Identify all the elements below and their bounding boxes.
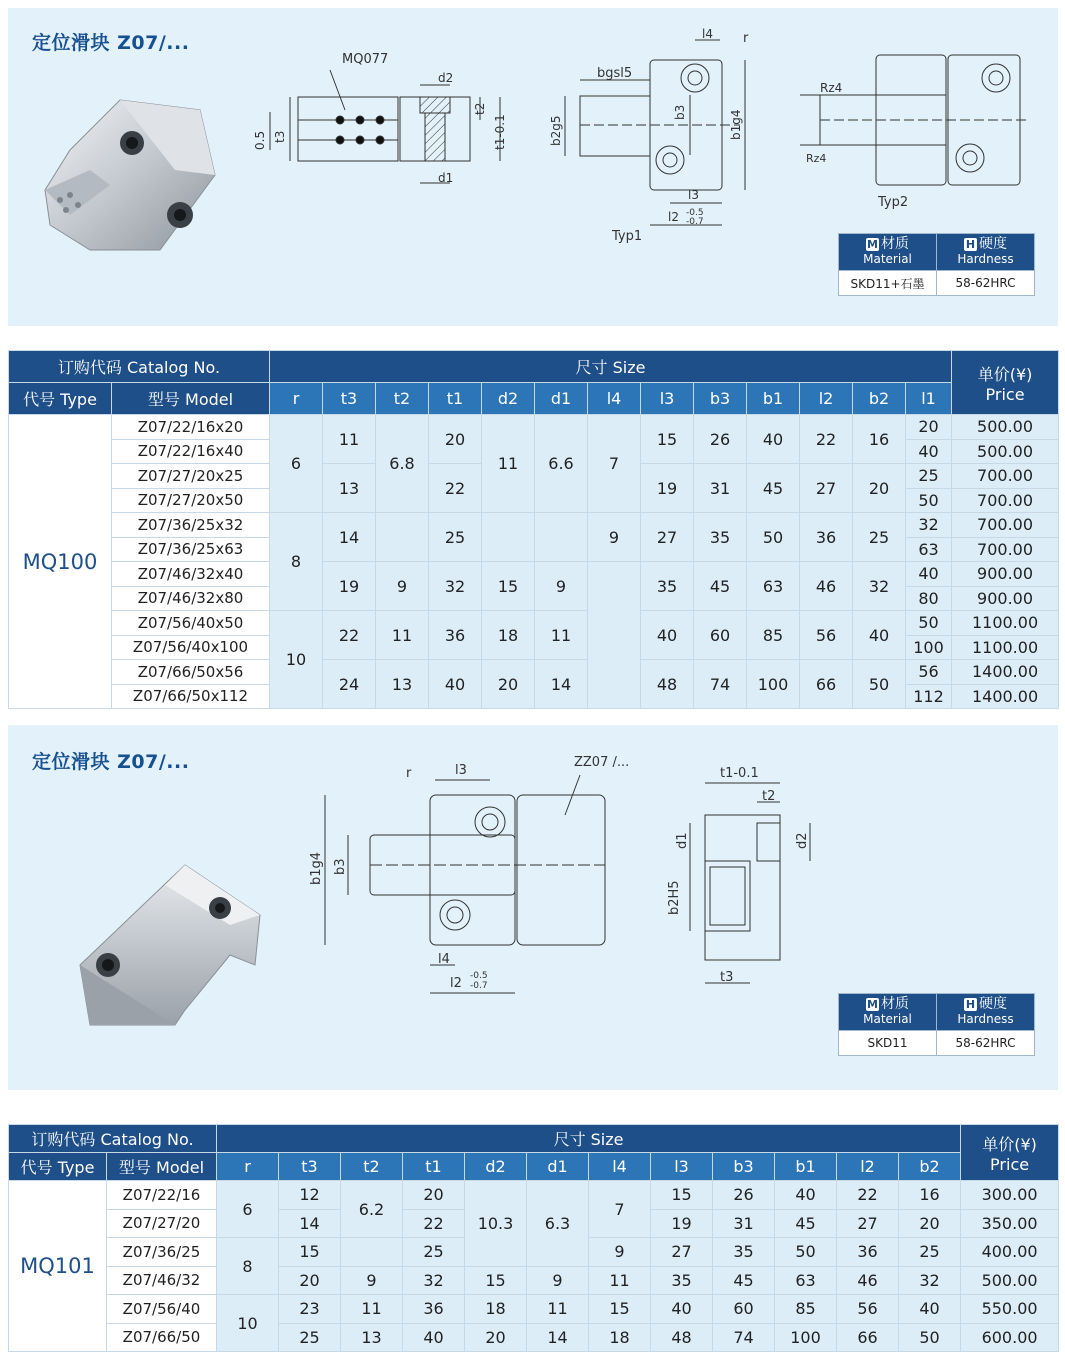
cell-b1: 45 bbox=[775, 1209, 837, 1238]
drawing-typ2 bbox=[800, 55, 1030, 185]
cell-price: 500.00 bbox=[952, 439, 1059, 464]
cell-b1: 63 bbox=[747, 562, 800, 611]
hardness-header: H 硬度 Hardness bbox=[937, 994, 1035, 1031]
model-cell: Z07/46/32 bbox=[107, 1266, 217, 1295]
cell-price: 300.00 bbox=[961, 1181, 1059, 1210]
cell-price: 350.00 bbox=[961, 1209, 1059, 1238]
cell-b3: 26 bbox=[713, 1181, 775, 1210]
label-b3: b3 bbox=[673, 104, 687, 120]
cell-t1: 20 bbox=[403, 1181, 465, 1210]
cell-b2: 25 bbox=[853, 513, 906, 562]
type-header: 代号 Type bbox=[9, 1153, 107, 1181]
label-tol-up: -0.5 bbox=[686, 208, 704, 218]
cell-t3: 19 bbox=[323, 562, 376, 611]
cell-t3: 25 bbox=[279, 1323, 341, 1352]
model-cell: Z07/46/32x40 bbox=[112, 562, 270, 587]
cell-price: 700.00 bbox=[952, 464, 1059, 489]
cell-b1: 100 bbox=[747, 660, 800, 709]
label-rz4-a: Rz4 bbox=[820, 81, 843, 95]
cell-b2: 40 bbox=[899, 1295, 961, 1324]
cell-b1: 50 bbox=[747, 513, 800, 562]
cell-t2: 9 bbox=[376, 562, 429, 611]
spec-table-mq100 bbox=[8, 350, 1059, 709]
cell-b2: 50 bbox=[853, 660, 906, 709]
cell-l1: 25 bbox=[906, 464, 952, 489]
cell-price: 400.00 bbox=[961, 1238, 1059, 1267]
cell-l2: 66 bbox=[800, 660, 853, 709]
cell-d2: 18 bbox=[482, 611, 535, 660]
cell-r: 10 bbox=[270, 611, 323, 709]
size-header: 尺寸 Size bbox=[270, 351, 952, 383]
cell-d2 bbox=[482, 513, 535, 562]
cell-t2: 9 bbox=[341, 1266, 403, 1295]
model-cell: Z07/27/20x25 bbox=[112, 464, 270, 489]
cell-l2: 66 bbox=[837, 1323, 899, 1352]
label-b1g4: b1g4 bbox=[729, 109, 743, 140]
cell-l3: 19 bbox=[641, 464, 694, 513]
material-value: SKD11 bbox=[839, 1031, 937, 1056]
cell-t3: 13 bbox=[323, 464, 376, 513]
cell-l3: 27 bbox=[651, 1238, 713, 1267]
catalog-header: 订购代码 Catalog No. bbox=[9, 1125, 217, 1153]
label-l2: l2 bbox=[668, 210, 679, 224]
label-t3-2: t3 bbox=[720, 970, 734, 985]
cell-l3: 48 bbox=[641, 660, 694, 709]
cell-l4: 9 bbox=[589, 1238, 651, 1267]
model-cell: Z07/22/16 bbox=[107, 1181, 217, 1210]
cell-d2: 10.3 bbox=[465, 1181, 527, 1267]
cell-l1: 20 bbox=[906, 415, 952, 440]
cell-r: 6 bbox=[217, 1181, 279, 1238]
cell-l2: 56 bbox=[800, 611, 853, 660]
cell-t1: 32 bbox=[403, 1266, 465, 1295]
model-cell: Z07/36/25x63 bbox=[112, 537, 270, 562]
cell-l1: 50 bbox=[906, 488, 952, 513]
cell-l1: 32 bbox=[906, 513, 952, 538]
cell-t1: 22 bbox=[403, 1209, 465, 1238]
cell-t2 bbox=[376, 513, 429, 562]
label-t1: t1-0.1 bbox=[493, 114, 507, 150]
col-d2: d2 bbox=[465, 1153, 527, 1181]
cell-d1: 14 bbox=[527, 1323, 589, 1352]
model-header: 型号 Model bbox=[112, 383, 270, 415]
cell-b3: 31 bbox=[694, 464, 747, 513]
cell-b1: 85 bbox=[747, 611, 800, 660]
cell-b2: 20 bbox=[853, 464, 906, 513]
cell-d1: 9 bbox=[527, 1266, 589, 1295]
model-cell: Z07/66/50 bbox=[107, 1323, 217, 1352]
cell-r: 10 bbox=[217, 1295, 279, 1352]
col-d2: d2 bbox=[482, 383, 535, 415]
model-cell: Z07/56/40x100 bbox=[112, 635, 270, 660]
spec-table-mq101 bbox=[8, 1124, 1059, 1352]
cell-d2: 20 bbox=[465, 1323, 527, 1352]
section1-title: 定位滑块 Z07/... bbox=[32, 32, 190, 54]
cell-t2: 11 bbox=[376, 611, 429, 660]
cell-r: 8 bbox=[270, 513, 323, 611]
catalog-header: 订购代码 Catalog No. bbox=[9, 351, 270, 383]
cell-d1: 11 bbox=[535, 611, 588, 660]
cell-b3: 45 bbox=[694, 562, 747, 611]
col-d1: d1 bbox=[527, 1153, 589, 1181]
cell-l2: 46 bbox=[800, 562, 853, 611]
cell-l2: 46 bbox=[837, 1266, 899, 1295]
col-t1: t1 bbox=[429, 383, 482, 415]
label-t1-2: t1-0.1 bbox=[720, 766, 759, 781]
cell-r: 8 bbox=[217, 1238, 279, 1295]
cell-t3: 24 bbox=[323, 660, 376, 709]
cell-l1: 80 bbox=[906, 586, 952, 611]
cell-price: 700.00 bbox=[952, 488, 1059, 513]
cell-t3: 11 bbox=[323, 415, 376, 464]
cell-d1: 6.3 bbox=[527, 1181, 589, 1267]
label-tol-up-2: -0.5 bbox=[470, 971, 488, 981]
cell-l1: 40 bbox=[906, 562, 952, 587]
cell-d2: 20 bbox=[482, 660, 535, 709]
label-b2g5: b2g5 bbox=[549, 115, 563, 146]
label-b3-2: b3 bbox=[333, 858, 348, 875]
cell-price: 600.00 bbox=[961, 1323, 1059, 1352]
col-l4: l4 bbox=[589, 1153, 651, 1181]
label-tol-lo-2: -0.7 bbox=[470, 981, 488, 991]
size-header: 尺寸 Size bbox=[217, 1125, 961, 1153]
material-table-2 bbox=[838, 993, 1035, 1056]
hardness-value: 58-62HRC bbox=[937, 1031, 1035, 1056]
cell-b3: 31 bbox=[713, 1209, 775, 1238]
cell-d1: 11 bbox=[527, 1295, 589, 1324]
cell-l4: 9 bbox=[588, 513, 641, 562]
cell-d2: 15 bbox=[465, 1266, 527, 1295]
cell-b2: 16 bbox=[899, 1181, 961, 1210]
cell-b1: 40 bbox=[747, 415, 800, 464]
product-photo-2 bbox=[80, 865, 260, 1025]
cell-b3: 35 bbox=[713, 1238, 775, 1267]
label-typ2: Typ2 bbox=[878, 195, 909, 210]
label-l2-2: l2 bbox=[450, 976, 462, 991]
cell-t2: 11 bbox=[341, 1295, 403, 1324]
drawing-typ1 bbox=[565, 40, 745, 225]
cell-d2: 18 bbox=[465, 1295, 527, 1324]
cell-t1: 36 bbox=[429, 611, 482, 660]
cell-price: 500.00 bbox=[952, 415, 1059, 440]
label-l4-2: l4 bbox=[438, 952, 450, 967]
label-t3: t3 bbox=[273, 130, 287, 143]
col-b1: b1 bbox=[747, 383, 800, 415]
label-r05: 0.5 bbox=[253, 130, 267, 150]
cell-l4: 18 bbox=[589, 1323, 651, 1352]
model-cell: Z07/22/16x40 bbox=[112, 439, 270, 464]
col-l3: l3 bbox=[641, 383, 694, 415]
cell-price: 900.00 bbox=[952, 586, 1059, 611]
model-header: 型号 Model bbox=[107, 1153, 217, 1181]
col-t2: t2 bbox=[341, 1153, 403, 1181]
material-table-1 bbox=[838, 233, 1035, 296]
cell-d1: 9 bbox=[535, 562, 588, 611]
col-l3: l3 bbox=[651, 1153, 713, 1181]
product-photo-1 bbox=[45, 100, 215, 250]
cell-l2: 36 bbox=[837, 1238, 899, 1267]
cell-l3: 15 bbox=[641, 415, 694, 464]
cell-t3: 12 bbox=[279, 1181, 341, 1210]
cell-l2: 22 bbox=[837, 1181, 899, 1210]
section2-title: 定位滑块 Z07/... bbox=[32, 751, 190, 773]
price-header: 单价(¥) Price bbox=[961, 1125, 1059, 1181]
cell-l2: 22 bbox=[800, 415, 853, 464]
col-t2: t2 bbox=[376, 383, 429, 415]
cell-b1: 50 bbox=[775, 1238, 837, 1267]
cell-t3: 15 bbox=[279, 1238, 341, 1267]
cell-t3: 14 bbox=[279, 1209, 341, 1238]
price-header: 单价(¥) Price bbox=[952, 351, 1059, 415]
cell-l4: 11 bbox=[589, 1266, 651, 1295]
type-cell: MQ100 bbox=[9, 415, 112, 709]
cell-t1: 25 bbox=[429, 513, 482, 562]
cell-b1: 63 bbox=[775, 1266, 837, 1295]
model-cell: Z07/56/40 bbox=[107, 1295, 217, 1324]
type-cell: MQ101 bbox=[9, 1181, 107, 1352]
label-l3-2: l3 bbox=[455, 763, 467, 778]
cell-l1: 112 bbox=[906, 684, 952, 709]
cell-b2: 32 bbox=[899, 1266, 961, 1295]
cell-t1: 40 bbox=[429, 660, 482, 709]
cell-l3: 15 bbox=[651, 1181, 713, 1210]
cell-l4: 15 bbox=[589, 1295, 651, 1324]
cell-b2: 50 bbox=[899, 1323, 961, 1352]
cell-b3: 74 bbox=[694, 660, 747, 709]
cell-l2: 36 bbox=[800, 513, 853, 562]
cell-t1: 32 bbox=[429, 562, 482, 611]
label-tol-lo: -0.7 bbox=[686, 217, 704, 227]
cell-b1: 85 bbox=[775, 1295, 837, 1324]
label-b2h5: b2H5 bbox=[667, 880, 682, 915]
cell-d2: 15 bbox=[482, 562, 535, 611]
label-t2: t2 bbox=[473, 102, 487, 115]
model-cell: Z07/36/25x32 bbox=[112, 513, 270, 538]
cell-b2: 16 bbox=[853, 415, 906, 464]
cell-d2: 11 bbox=[482, 415, 535, 513]
material-header: M 材质 Material bbox=[839, 994, 937, 1031]
cell-t3: 23 bbox=[279, 1295, 341, 1324]
label-b1g4-2: b1g4 bbox=[309, 851, 324, 885]
model-cell: Z07/27/20 bbox=[107, 1209, 217, 1238]
cell-l1: 63 bbox=[906, 537, 952, 562]
cell-r: 6 bbox=[270, 415, 323, 513]
col-t3: t3 bbox=[279, 1153, 341, 1181]
drawing-side-2 bbox=[690, 783, 810, 983]
cell-t1: 25 bbox=[403, 1238, 465, 1267]
cell-t2: 13 bbox=[376, 660, 429, 709]
col-b1: b1 bbox=[775, 1153, 837, 1181]
cell-t1: 22 bbox=[429, 464, 482, 513]
cell-b3: 60 bbox=[694, 611, 747, 660]
cell-t2: 13 bbox=[341, 1323, 403, 1352]
cell-t2: 6.2 bbox=[341, 1181, 403, 1238]
drawing-main-2 bbox=[325, 775, 605, 993]
cell-l2: 27 bbox=[837, 1209, 899, 1238]
cell-l3: 27 bbox=[641, 513, 694, 562]
cell-t2: 6.8 bbox=[376, 415, 429, 513]
cell-t3: 14 bbox=[323, 513, 376, 562]
cell-l4 bbox=[588, 562, 641, 709]
cell-l2: 27 bbox=[800, 464, 853, 513]
col-t1: t1 bbox=[403, 1153, 465, 1181]
label-bgsl5: bgsl5 bbox=[597, 66, 633, 81]
cell-l1: 100 bbox=[906, 635, 952, 660]
cell-l2: 56 bbox=[837, 1295, 899, 1324]
col-d1: d1 bbox=[535, 383, 588, 415]
label-zz07: ZZ07 /... bbox=[574, 755, 630, 770]
cell-l3: 19 bbox=[651, 1209, 713, 1238]
label-d2: d2 bbox=[438, 71, 454, 85]
cell-l3: 35 bbox=[641, 562, 694, 611]
cell-b2: 20 bbox=[899, 1209, 961, 1238]
cell-price: 1100.00 bbox=[952, 635, 1059, 660]
col-l2: l2 bbox=[800, 383, 853, 415]
col-b3: b3 bbox=[713, 1153, 775, 1181]
label-typ1: Typ1 bbox=[612, 229, 643, 244]
type-header: 代号 Type bbox=[9, 383, 112, 415]
cell-b2: 40 bbox=[853, 611, 906, 660]
col-t3: t3 bbox=[323, 383, 376, 415]
cell-b3: 35 bbox=[694, 513, 747, 562]
cell-l3: 40 bbox=[641, 611, 694, 660]
model-cell: Z07/66/50x56 bbox=[112, 660, 270, 685]
cell-l4: 7 bbox=[589, 1181, 651, 1238]
cell-b1: 100 bbox=[775, 1323, 837, 1352]
col-b3: b3 bbox=[694, 383, 747, 415]
cell-l1: 40 bbox=[906, 439, 952, 464]
cell-b3: 45 bbox=[713, 1266, 775, 1295]
cell-d1: 6.6 bbox=[535, 415, 588, 513]
cell-t1: 40 bbox=[403, 1323, 465, 1352]
col-r: r bbox=[270, 383, 323, 415]
label-l4: l4 bbox=[702, 27, 713, 41]
label-d1-2: d1 bbox=[675, 832, 690, 849]
model-cell: Z07/56/40x50 bbox=[112, 611, 270, 636]
cell-l1: 56 bbox=[906, 660, 952, 685]
col-r: r bbox=[217, 1153, 279, 1181]
cell-d1 bbox=[535, 513, 588, 562]
cell-b3: 74 bbox=[713, 1323, 775, 1352]
cell-l1: 50 bbox=[906, 611, 952, 636]
label-d1: d1 bbox=[438, 171, 454, 185]
model-cell: Z07/46/32x80 bbox=[112, 586, 270, 611]
cell-price: 550.00 bbox=[961, 1295, 1059, 1324]
model-cell: Z07/22/16x20 bbox=[112, 415, 270, 440]
cell-d1: 14 bbox=[535, 660, 588, 709]
model-cell: Z07/27/20x50 bbox=[112, 488, 270, 513]
cell-price: 1100.00 bbox=[952, 611, 1059, 636]
label-mq077: MQ077 bbox=[342, 52, 389, 67]
cell-b2: 25 bbox=[899, 1238, 961, 1267]
label-t2-2: t2 bbox=[762, 789, 776, 804]
cell-l3: 35 bbox=[651, 1266, 713, 1295]
material-value: SKD11+石墨 bbox=[839, 271, 937, 296]
hardness-value: 58-62HRC bbox=[937, 271, 1035, 296]
hardness-header: H 硬度 Hardness bbox=[937, 234, 1035, 271]
col-l1: l1 bbox=[906, 383, 952, 415]
model-cell: Z07/66/50x112 bbox=[112, 684, 270, 709]
drawing-a bbox=[270, 70, 500, 183]
cell-l3: 40 bbox=[651, 1295, 713, 1324]
cell-price: 500.00 bbox=[961, 1266, 1059, 1295]
cell-price: 700.00 bbox=[952, 537, 1059, 562]
model-cell: Z07/36/25 bbox=[107, 1238, 217, 1267]
cell-b3: 60 bbox=[713, 1295, 775, 1324]
col-b2: b2 bbox=[853, 383, 906, 415]
cell-l4: 7 bbox=[588, 415, 641, 513]
cell-t3: 22 bbox=[323, 611, 376, 660]
cell-b2: 32 bbox=[853, 562, 906, 611]
cell-price: 700.00 bbox=[952, 513, 1059, 538]
col-l2: l2 bbox=[837, 1153, 899, 1181]
cell-t2 bbox=[341, 1238, 403, 1267]
material-header: M 材质 Material bbox=[839, 234, 937, 271]
label-rz4-b: Rz4 bbox=[806, 152, 827, 165]
cell-b1: 40 bbox=[775, 1181, 837, 1210]
cell-t1: 36 bbox=[403, 1295, 465, 1324]
cell-b3: 26 bbox=[694, 415, 747, 464]
cell-b1: 45 bbox=[747, 464, 800, 513]
label-r: r bbox=[743, 31, 749, 46]
col-b2: b2 bbox=[899, 1153, 961, 1181]
label-r-2: r bbox=[406, 766, 412, 781]
label-l3: l3 bbox=[688, 188, 699, 202]
col-l4: l4 bbox=[588, 383, 641, 415]
cell-price: 900.00 bbox=[952, 562, 1059, 587]
label-d2-2: d2 bbox=[795, 832, 810, 849]
cell-l3: 48 bbox=[651, 1323, 713, 1352]
cell-price: 1400.00 bbox=[952, 684, 1059, 709]
cell-t3: 20 bbox=[279, 1266, 341, 1295]
cell-t1: 20 bbox=[429, 415, 482, 464]
cell-price: 1400.00 bbox=[952, 660, 1059, 685]
